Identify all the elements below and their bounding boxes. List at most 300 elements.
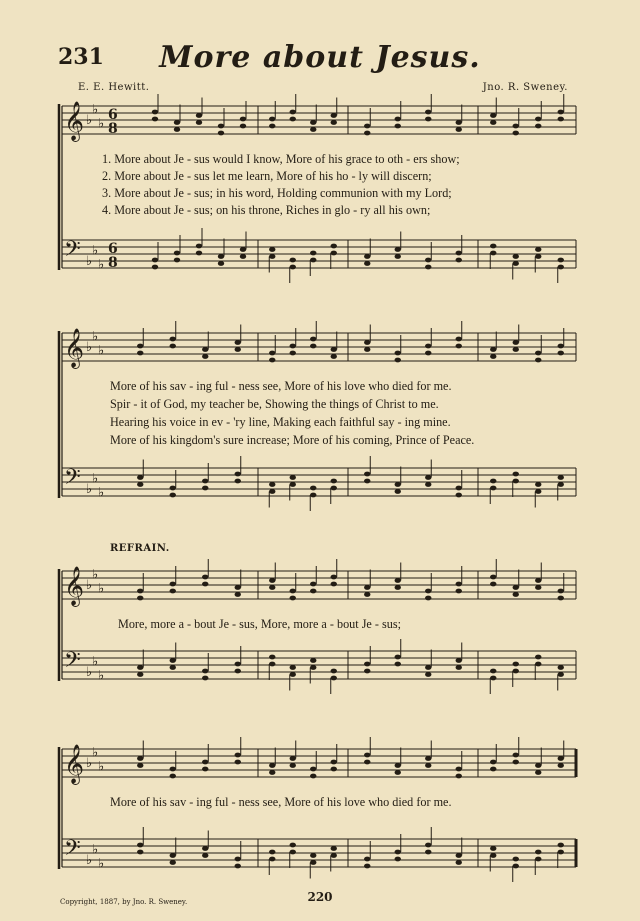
note-head [269,655,275,660]
note-head [425,110,431,115]
flat-icon: ♭ [98,856,105,872]
note-head [235,864,241,869]
note-head [202,669,208,674]
note-head [269,358,275,363]
note-head [331,251,337,256]
bass-clef-icon: 𝄢 [64,237,81,267]
note-head [170,665,176,670]
note-head [310,251,316,256]
note-head [218,131,224,136]
note-head [290,110,296,115]
note-head [364,131,370,136]
note-head [202,486,208,491]
note-head [196,251,202,256]
note-head [235,662,241,667]
flat-icon: ♭ [98,485,105,501]
note-head [456,860,462,865]
note-head [456,344,462,349]
flat-icon: ♭ [92,654,99,670]
note-head [269,585,275,590]
note-head [425,475,431,480]
composer-credit: Jno. R. Sweney. [482,82,568,93]
note-head [456,774,462,779]
note-head [558,665,564,670]
note-head [170,486,176,491]
note-head [535,585,541,590]
note-head [456,493,462,498]
note-head [395,124,401,129]
note-head [310,853,316,858]
note-head [269,124,275,129]
note-head [558,482,564,487]
note-head [490,676,496,681]
note-head [202,760,208,765]
note-head [490,347,496,352]
note-head [395,578,401,583]
note-head [425,351,431,356]
note-head [513,662,519,667]
note-head [331,244,337,249]
note-head [395,850,401,855]
note-head [310,493,316,498]
note-head [218,124,224,129]
note-head [395,857,401,862]
note-head [513,261,519,266]
flat-icon: ♭ [98,668,105,684]
note-head [170,767,176,772]
note-head [535,117,541,122]
note-head [395,770,401,775]
note-head [395,489,401,494]
note-head [269,254,275,259]
note-head [290,265,296,270]
note-head [558,843,564,848]
note-head [170,860,176,865]
note-head [290,482,296,487]
flat-icon: ♭ [98,759,105,775]
verse-3-line-1: 3. More about Je - sus; in his word, Holding communion with my Lord; [102,186,452,200]
bass-clef-icon: 𝄢 [64,836,81,866]
note-head [240,254,246,259]
note-head [456,658,462,663]
note-head [558,672,564,677]
note-head [290,596,296,601]
note-head [490,760,496,765]
note-head [395,662,401,667]
note-head [331,354,337,359]
note-head [310,658,316,663]
note-head [137,482,143,487]
flat-icon: ♭ [86,482,93,497]
note-head [202,767,208,772]
note-head [425,756,431,761]
note-head [202,347,208,352]
note-head [310,120,316,125]
note-head [535,254,541,259]
flat-icon: ♭ [92,842,99,858]
note-head [364,864,370,869]
note-head [310,767,316,772]
note-head [290,351,296,356]
note-head [331,113,337,118]
note-head [395,585,401,590]
note-head [535,763,541,768]
note-head [395,117,401,122]
note-head [490,113,496,118]
note-head [513,340,519,345]
note-head [137,850,143,855]
note-head [364,669,370,674]
note-head [196,120,202,125]
note-head [513,857,519,862]
note-head [535,358,541,363]
note-head [310,665,316,670]
note-head [170,493,176,498]
note-head [364,857,370,862]
note-head [290,850,296,855]
note-head [558,475,564,480]
note-head [170,344,176,349]
note-head [395,763,401,768]
note-head [235,760,241,765]
note-head [425,843,431,848]
note-head [490,479,496,484]
note-head [490,120,496,125]
note-head [558,756,564,761]
bass-clef-icon: 𝄢 [64,465,81,495]
note-head [425,482,431,487]
note-head [395,655,401,660]
note-head [364,472,370,477]
note-head [456,486,462,491]
time-signature-top: 6 [108,241,118,257]
note-head [558,596,564,601]
note-head [535,770,541,775]
note-head [240,117,246,122]
note-head [235,857,241,862]
note-head [170,337,176,342]
refrain-line-1: More, more a - bout Je - sus, More, more a - bout Je - sus; [118,617,401,631]
flat-icon: ♭ [86,578,93,593]
note-head [290,258,296,263]
note-head [535,351,541,356]
note-head [137,763,143,768]
note-head [137,589,143,594]
note-head [513,585,519,590]
note-head [137,665,143,670]
note-head [456,127,462,132]
note-head [331,853,337,858]
note-head [395,358,401,363]
note-head [425,763,431,768]
verse-2-line-1: 2. More about Je - sus let me learn, More of his ho - ly will discern; [102,169,432,183]
note-head [364,479,370,484]
note-head [310,860,316,865]
time-signature-bottom: 8 [108,255,118,271]
note-head [235,592,241,597]
lyricist-credit: E. E. Hewitt. [78,82,150,93]
note-head [170,774,176,779]
note-head [490,853,496,858]
note-head [218,254,224,259]
note-head [310,127,316,132]
verse-3-line-2: Hearing his voice in ev - 'ry line, Making each faithful say - ing mine. [110,415,451,429]
note-head [290,843,296,848]
note-head [425,596,431,601]
note-head [196,244,202,249]
note-head [535,655,541,660]
note-head [196,113,202,118]
note-head [558,763,564,768]
treble-clef-icon: 𝄞 [64,566,85,606]
note-head [456,589,462,594]
flat-icon: ♭ [86,340,93,355]
verse-4-line-1: 4. More about Je - sus; on his throne, Riches in glo - ry all his own; [102,203,431,217]
note-head [269,247,275,252]
note-head [364,254,370,259]
note-head [513,669,519,674]
note-head [456,665,462,670]
note-head [535,662,541,667]
note-head [535,489,541,494]
note-head [513,347,519,352]
note-head [137,756,143,761]
note-head [513,479,519,484]
note-head [152,117,158,122]
note-head [364,662,370,667]
note-head [174,120,180,125]
hymn-title: More about Jesus. [159,40,481,75]
note-head [364,261,370,266]
note-head [490,244,496,249]
note-head [269,117,275,122]
treble-clef-icon: 𝄞 [64,744,85,784]
note-head [235,585,241,590]
note-head [170,658,176,663]
note-head [235,347,241,352]
note-head [331,676,337,681]
note-head [202,479,208,484]
note-head [456,853,462,858]
note-head [310,589,316,594]
treble-clef-icon: 𝄞 [64,101,85,141]
flat-icon: ♭ [86,113,93,128]
flat-icon: ♭ [86,665,93,680]
verse-4-line-2: More of his kingdom's sure increase; More of his coming, Prince of Peace. [110,433,475,447]
note-head [331,846,337,851]
note-head [310,582,316,587]
note-head [425,665,431,670]
flat-icon: ♭ [98,116,105,132]
note-head [395,351,401,356]
flat-icon: ♭ [92,471,99,487]
note-head [490,767,496,772]
flat-icon: ♭ [92,243,99,259]
note-head [425,589,431,594]
note-head [558,265,564,270]
note-head [490,582,496,587]
note-head [240,247,246,252]
note-head [456,120,462,125]
note-head [152,265,158,270]
note-head [310,344,316,349]
time-signature-bottom: 8 [108,121,118,137]
note-head [364,592,370,597]
note-head [202,853,208,858]
flat-icon: ♭ [86,254,93,269]
note-head [202,846,208,851]
note-head [558,850,564,855]
note-head [535,124,541,129]
flat-icon: ♭ [86,853,93,868]
note-head [174,258,180,263]
note-head [235,479,241,484]
note-head [490,354,496,359]
note-head [535,578,541,583]
note-head [456,251,462,256]
note-head [290,117,296,122]
flat-icon: ♭ [98,257,105,273]
note-head [331,120,337,125]
note-head [490,846,496,851]
note-head [235,669,241,674]
note-head [331,760,337,765]
note-head [331,575,337,580]
note-head [513,760,519,765]
note-head [490,486,496,491]
note-head [395,247,401,252]
note-head [269,850,275,855]
note-head [490,575,496,580]
note-head [364,340,370,345]
note-head [290,672,296,677]
note-head [310,337,316,342]
note-head [137,843,143,848]
note-head [558,258,564,263]
hymn-number: 231 [58,44,104,70]
note-head [290,475,296,480]
note-head [558,344,564,349]
flat-icon: ♭ [92,567,99,583]
flat-icon: ♭ [92,102,99,118]
flat-icon: ♭ [92,329,99,345]
note-head [310,774,316,779]
note-head [395,254,401,259]
flat-icon: ♭ [92,745,99,761]
note-head [425,672,431,677]
note-head [535,850,541,855]
note-head [174,251,180,256]
note-head [235,753,241,758]
note-head [269,351,275,356]
note-head [290,589,296,594]
note-head [364,347,370,352]
note-head [137,351,143,356]
note-head [269,770,275,775]
note-head [269,662,275,667]
refrain-line-2: More of his sav - ing ful - ness see, More of his love who died for me. [110,795,452,809]
note-head [513,592,519,597]
note-head [137,596,143,601]
note-head [456,767,462,772]
note-head [490,251,496,256]
flat-icon: ♭ [98,581,105,597]
note-head [202,676,208,681]
note-head [513,864,519,869]
note-head [269,857,275,862]
note-head [364,585,370,590]
bass-clef-icon: 𝄢 [64,648,81,678]
note-head [425,850,431,855]
note-head [513,124,519,129]
note-head [137,475,143,480]
note-head [513,131,519,136]
note-head [535,482,541,487]
note-head [202,354,208,359]
note-head [490,669,496,674]
note-head [310,258,316,263]
note-head [535,247,541,252]
verse-2-line-2: Spir - it of God, my teacher be, Showing the things of Christ to me. [110,397,439,411]
note-head [364,124,370,129]
note-head [558,110,564,115]
note-head [513,753,519,758]
note-head [202,582,208,587]
note-head [290,344,296,349]
note-head [170,582,176,587]
note-head [331,767,337,772]
note-head [331,486,337,491]
note-head [310,486,316,491]
treble-clef-icon: 𝄞 [64,328,85,368]
note-head [240,124,246,129]
note-head [364,753,370,758]
page-number: 220 [307,890,333,904]
note-head [170,853,176,858]
note-head [269,578,275,583]
note-head [425,258,431,263]
note-head [174,127,180,132]
flat-icon: ♭ [86,756,93,771]
note-head [331,669,337,674]
note-head [235,340,241,345]
note-head [558,351,564,356]
note-head [425,117,431,122]
note-head [456,258,462,263]
note-head [364,760,370,765]
note-head [269,763,275,768]
note-head [425,265,431,270]
note-head [395,482,401,487]
verse-1-line-1: 1. More about Je - sus would I know, More of his grace to oth - ers show; [102,152,460,166]
note-head [152,110,158,115]
note-head [170,589,176,594]
note-head [331,479,337,484]
note-head [290,665,296,670]
note-head [558,589,564,594]
note-head [235,472,241,477]
note-head [535,857,541,862]
note-head [152,258,158,263]
note-head [202,575,208,580]
flat-icon: ♭ [98,343,105,359]
note-head [269,489,275,494]
note-head [331,582,337,587]
refrain-label: REFRAIN. [110,543,170,554]
note-head [513,472,519,477]
note-head [290,756,296,761]
note-head [290,763,296,768]
